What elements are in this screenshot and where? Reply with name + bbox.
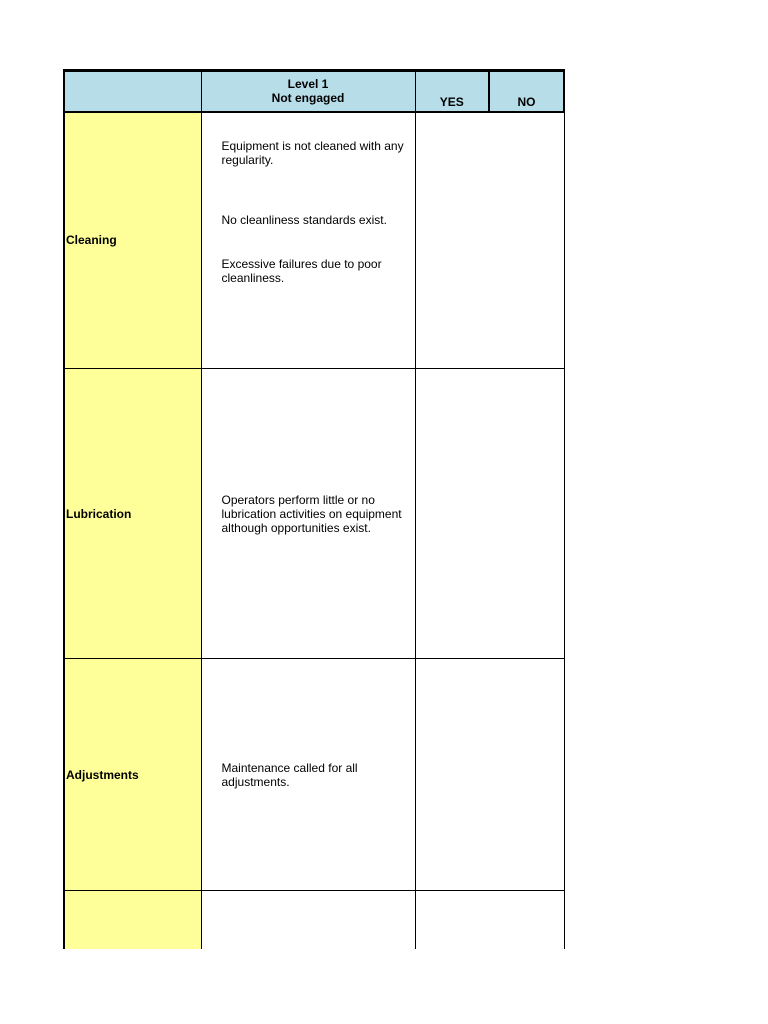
description-cell-next[interactable] [201, 891, 415, 950]
table-row-cleaning [64, 112, 564, 369]
description-cell-cleaning[interactable] [201, 112, 415, 369]
assessment-table [63, 69, 565, 949]
description-gap [222, 167, 411, 213]
description-text: Operators perform little or no lubrication activities on equipment although opportunities exist. [221, 492, 405, 535]
table-row-next [64, 891, 564, 950]
table-row-lubrication [64, 369, 564, 659]
no-cell-adjustments[interactable] [489, 659, 564, 891]
description-gap [222, 227, 411, 257]
no-cell-next[interactable] [489, 891, 564, 950]
category-cell-lubrication[interactable] [64, 369, 201, 659]
description-text: Maintenance called for all adjustments. [221, 760, 361, 789]
description-cell-adjustments[interactable] [201, 659, 415, 891]
category-label: Lubrication [66, 506, 132, 521]
yes-label: YES [439, 94, 464, 109]
yes-cell-cleaning[interactable] [415, 112, 489, 369]
table-row-adjustments [64, 659, 564, 891]
header-level-cell[interactable] [201, 71, 415, 112]
description-text: Excessive failures due to poor cleanliness. [221, 256, 385, 285]
header-category-cell[interactable] [64, 71, 201, 112]
yes-cell-lubrication[interactable] [415, 369, 489, 659]
no-cell-lubrication[interactable] [489, 369, 564, 659]
header-yes-cell[interactable] [415, 71, 489, 112]
spreadsheet-area [63, 69, 565, 949]
description-text: Equipment is not cleaned with any regularity. [221, 138, 407, 167]
description-cell-lubrication[interactable] [201, 369, 415, 659]
category-label: Cleaning [66, 233, 117, 248]
category-label: Adjustments [66, 767, 139, 782]
header-no-cell[interactable] [489, 71, 564, 112]
no-cell-cleaning[interactable] [489, 112, 564, 369]
category-cell-cleaning[interactable] [64, 112, 201, 369]
level-title: Level 1 [287, 77, 329, 92]
category-cell-next[interactable] [64, 891, 201, 950]
no-label: NO [517, 94, 536, 109]
category-cell-adjustments[interactable] [64, 659, 201, 891]
level-subtitle: Not engaged [271, 91, 345, 106]
header-row [64, 71, 564, 112]
yes-cell-next[interactable] [415, 891, 489, 950]
yes-cell-adjustments[interactable] [415, 659, 489, 891]
description-text: No cleanliness standards exist. [221, 212, 387, 227]
